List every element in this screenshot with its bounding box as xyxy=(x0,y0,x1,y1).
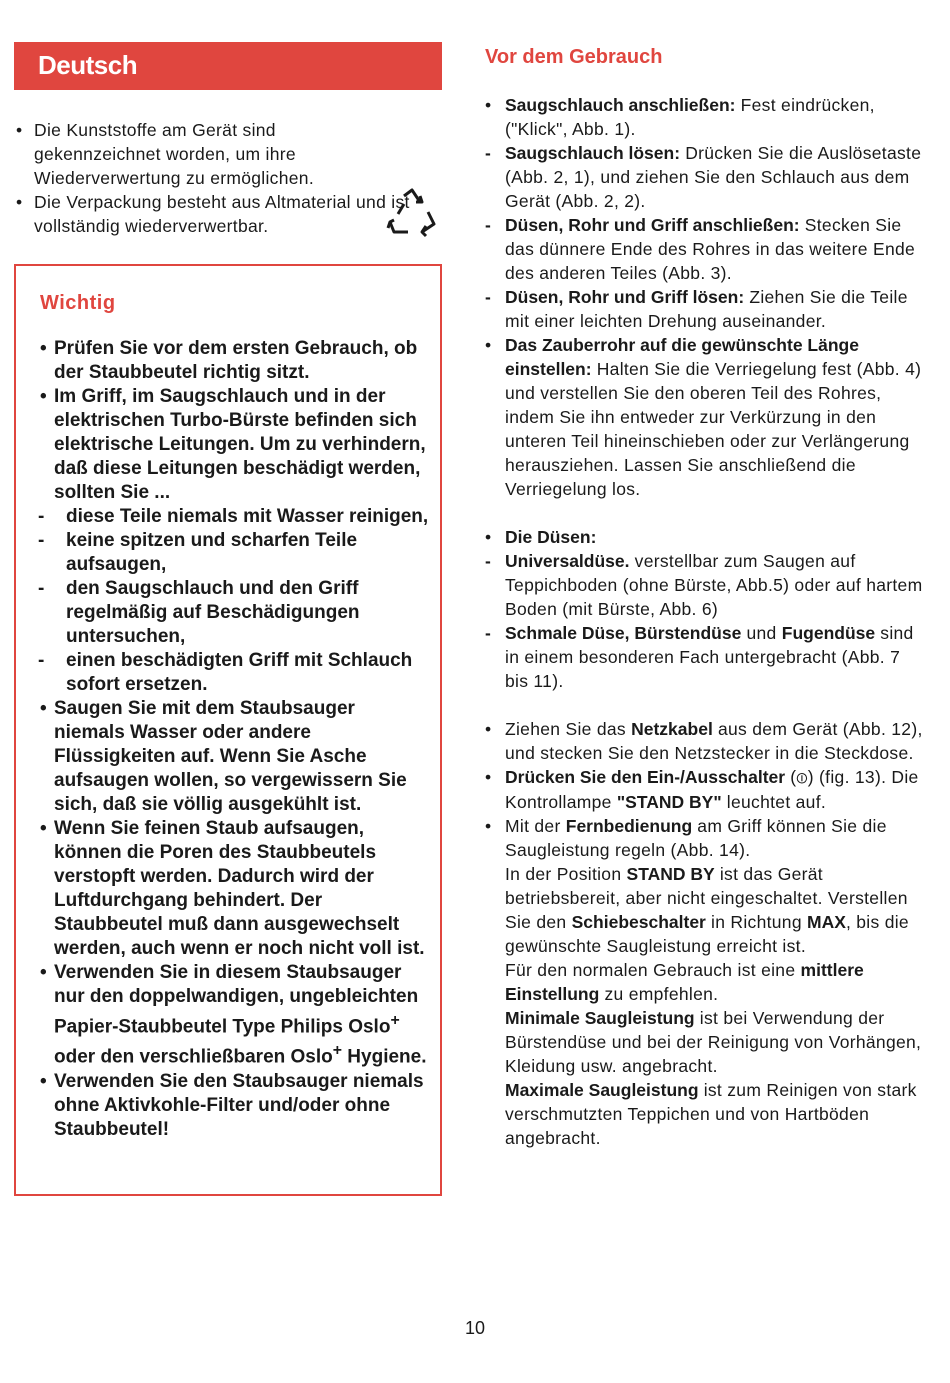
instruction-label: Düsen, Rohr und Griff lösen: xyxy=(505,287,745,307)
instruction-label: Düsen, Rohr und Griff anschließen: xyxy=(505,215,800,235)
instruction-text: Mit der xyxy=(505,816,566,836)
instruction-text: ( xyxy=(785,767,797,787)
instruction-text: Halten Sie die Verriegelung fest (Abb. 4) und verstellen Sie den oberen Teil des Rohres, indem Sie ihn entweder zur Verkürzung in den unteren Teil hineinschieben oder zur Verlängerung herausziehen. Lassen Sie anschließend die Verriegelung los. xyxy=(505,359,922,499)
instruction-text: Drücken Sie die Auslösetaste (Abb. 2, 1), und ziehen Sie den Schlauch aus dem Gerät (Abb. 2, 2). xyxy=(505,143,922,211)
warning-text: Verwenden Sie den Staubsauger niemals ohne Aktivkohle-Filter und/oder ohne Staubbeutel! xyxy=(54,1070,424,1140)
instruction-item xyxy=(483,141,923,213)
superscript-plus: + xyxy=(390,1012,400,1029)
language-header: Deutsch xyxy=(14,42,442,88)
warning-subtext: keine spitzen und scharfen Teile aufsaugen, xyxy=(66,530,358,575)
left-column xyxy=(14,42,442,1196)
instruction-item xyxy=(483,621,923,693)
warning-sublist xyxy=(38,505,430,697)
instruction-text: Stecken Sie das dünnere Ende des Rohres in das weitere Ende des anderen Teiles (Abb. 3). xyxy=(505,215,916,283)
instruction-item xyxy=(483,213,923,285)
instruction-label: Schiebeschalter xyxy=(571,912,706,932)
instruction-label: Fernbedienung xyxy=(565,816,693,836)
warning-text: Saugen Sie mit dem Staubsauger niemals Wasser oder andere Flüssigkeiten auf. Wenn Sie Asche aufsaugen wollen, so vergewissern Sie sich, daß sie völlig ausgekühlt ist. xyxy=(54,698,407,815)
spacer xyxy=(483,501,923,525)
intro-item-text: Die Kunststoffe am Gerät sind gekennzeichnet worden, um ihre Wiederverwertung zu ermöglichen. xyxy=(34,120,314,188)
page-number: 10 xyxy=(464,1318,486,1338)
warning-text: Verwenden Sie in diesem Staubsauger nur den doppelwandigen, ungebleichten Papier-Staubbeutel Type Philips Oslo xyxy=(54,962,419,1038)
warning-item xyxy=(38,337,430,385)
warning-text: Wenn Sie feinen Staub aufsaugen, können die Poren des Staubbeutels verstopft werden. Dadurch wird der Luftdurchgang behindert. Der Staubbeutel muß dann ausgewechselt werden, auch wenn er noch nicht voll ist. xyxy=(54,818,425,959)
warning-subitem xyxy=(38,505,430,529)
warning-text: Im Griff, im Saugschlauch und in der elektrischen Turbo-Bürste befinden sich elektrische Leitungen. Um zu verhindern, daß diese Leitungen beschädigt werden, sollten Sie ... xyxy=(54,386,426,503)
warning-text: Hygiene. xyxy=(342,1046,427,1068)
warning-item xyxy=(38,1070,430,1142)
instruction-label: "STAND BY" xyxy=(616,792,722,812)
instruction-text: Ziehen Sie die Teile mit einer leichten Drehung auseinander. xyxy=(505,287,908,331)
spacer xyxy=(483,693,923,717)
recycle-icon xyxy=(382,186,438,242)
warning-subitem xyxy=(38,529,430,577)
instruction-text: ) (fig. 13). Die Kontrollampe xyxy=(505,767,919,812)
instruction-label: Das Zauberrohr auf die gewünschte Länge einstellen: xyxy=(505,335,859,379)
warning-subtext: einen beschädigten Griff mit Schlauch sofort ersetzen. xyxy=(66,650,413,695)
instruction-label: Die Düsen: xyxy=(505,527,597,547)
intro-item-plastics xyxy=(14,118,442,190)
instruction-item xyxy=(483,333,923,501)
instruction-text: ist das Gerät betriebsbereit, aber nicht eingeschaltet. Verstellen Sie den xyxy=(505,864,908,932)
warning-subitem xyxy=(38,577,430,649)
instruction-label: Universaldüse. xyxy=(505,551,630,571)
instruction-label: Minimale Saugleistung xyxy=(505,1008,695,1028)
instruction-text: sind in einem besonderen Fach untergebracht (Abb. 7 bis 11). xyxy=(505,623,914,691)
instruction-item xyxy=(483,814,923,1150)
instruction-text: , bis die gewünschte Saugleistung erreicht ist. xyxy=(505,912,909,956)
superscript-plus: + xyxy=(332,1042,343,1060)
instructions-list xyxy=(483,93,923,1150)
instruction-text: ist zum Reinigen von stark verschmutzten Teppichen und von Hartböden angebracht. xyxy=(505,1080,917,1148)
section-title: Vor dem Gebrauch xyxy=(485,46,663,68)
instruction-label: Drücken Sie den Ein-/Ausschalter xyxy=(505,767,786,787)
instruction-item xyxy=(483,93,923,141)
instruction-text: am Griff können Sie die Saugleistung regeln (Abb. 14). xyxy=(505,816,887,860)
instruction-item xyxy=(483,285,923,333)
instruction-item xyxy=(483,525,923,549)
warning-item xyxy=(38,817,430,961)
instruction-text: und xyxy=(741,623,782,643)
instruction-label: Saugschlauch lösen: xyxy=(505,143,681,163)
instruction-label: Saugschlauch anschließen: xyxy=(505,95,736,115)
warning-title: Wichtig xyxy=(40,292,116,314)
warning-subitem xyxy=(38,649,430,697)
instruction-item xyxy=(483,717,923,765)
instruction-text: Ziehen Sie das xyxy=(505,719,632,739)
instruction-text: zu empfehlen. xyxy=(599,984,719,1004)
right-column xyxy=(483,42,923,1150)
warning-subtext: den Saugschlauch und den Griff regelmäßig auf Beschädigungen untersuchen, xyxy=(66,578,360,647)
instruction-label: Schmale Düse, Bürstendüse xyxy=(505,623,742,643)
intro-section xyxy=(14,118,442,238)
instruction-text: verstellbar zum Saugen auf Teppichboden (ohne Bürste, Abb.5) oder auf hartem Boden (mit Bürste, Abb. 6) xyxy=(505,551,923,619)
instruction-text: In der Position xyxy=(505,864,627,884)
warning-item xyxy=(38,697,430,817)
intro-list xyxy=(14,118,442,238)
instruction-item xyxy=(483,765,923,814)
warning-subtext: diese Teile niemals mit Wasser reinigen, xyxy=(66,506,429,527)
instruction-label: MAX xyxy=(807,912,846,932)
instruction-label: Maximale Saugleistung xyxy=(505,1080,699,1100)
instruction-text: aus dem Gerät (Abb. 12), und stecken Sie den Netzstecker in die Steckdose. xyxy=(505,719,923,763)
instruction-label: Fugendüse xyxy=(781,623,876,643)
warning-list xyxy=(38,337,430,1142)
header-rule xyxy=(14,88,442,90)
instruction-item xyxy=(483,549,923,621)
instruction-label: STAND BY xyxy=(626,864,715,884)
warning-item xyxy=(38,385,430,697)
instruction-text: ist bei Verwendung der Bürstendüse und bei der Reinigung von Vorhängen, Kleidung usw. angebracht. xyxy=(505,1008,922,1076)
instruction-label: mittlere Einstellung xyxy=(505,960,864,1004)
warning-text: oder den verschließbaren Oslo xyxy=(54,1046,333,1068)
warning-text: Prüfen Sie vor dem ersten Gebrauch, ob der Staubbeutel richtig sitzt. xyxy=(54,338,418,383)
warning-item xyxy=(38,961,430,1070)
intro-item-packaging xyxy=(14,190,442,238)
instruction-text: leuchtet auf. xyxy=(721,792,827,812)
instruction-text: Für den normalen Gebrauch ist eine xyxy=(505,960,801,980)
instruction-label: Netzkabel xyxy=(631,719,713,739)
power-icon: ⏼ xyxy=(796,770,808,786)
instruction-text: in Richtung xyxy=(705,912,808,932)
intro-item-text: Die Verpackung besteht aus Altmaterial und ist vollständig wiederverwertbar. xyxy=(34,192,410,236)
instruction-text: Fest eindrücken, ("Klick", Abb. 1). xyxy=(505,95,875,139)
warning-box xyxy=(14,264,442,1196)
